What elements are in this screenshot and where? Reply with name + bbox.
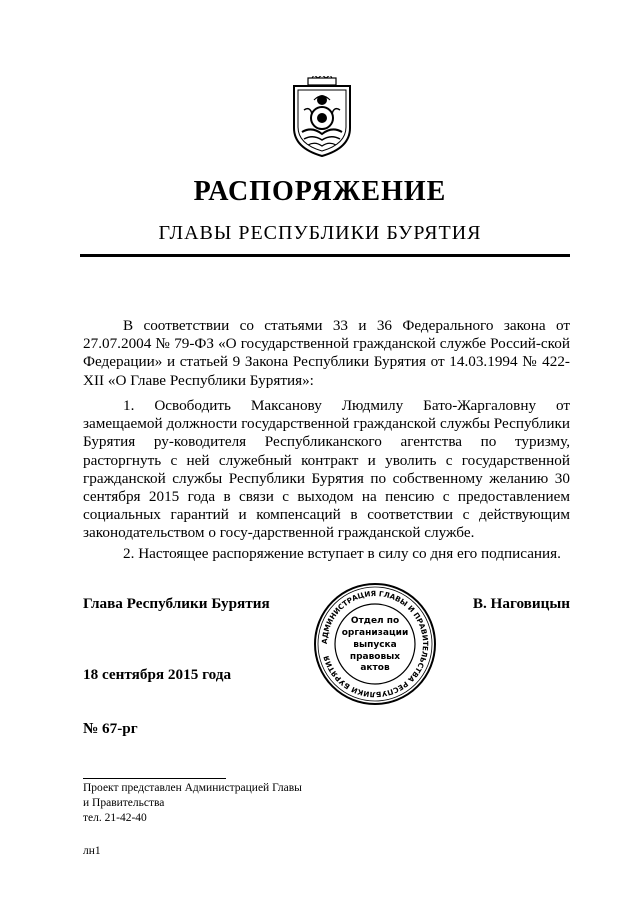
clause-1-paragraph: 1. Освободить Максанову Людмилу Бато-Жаргаловну от замещаемой должности государственной гражданской службы Республики Бурятия ру-ководителя Республиканского агентства по туризму, расторгнуть с ней служебный контракт и уволить с государственной гражданской службы Республики Бурятия по собственному желанию 30 сентября 2015 года в связи с выходом на пенсию с предоставлением социальных гарантий и компенсаций в соответствии с действующим законодательством о госу-дарственной гражданской службе. <box>83 397 570 542</box>
document-subtitle: ГЛАВЫ РЕСПУБЛИКИ БУРЯТИЯ <box>158 222 482 244</box>
preamble-paragraph: В соответствии со статьями 33 и 36 Федерального закона от 27.07.2004 № 79-ФЗ «О государственной гражданской службе Россий-ской Федерации» и статьей 9 Закона Республики Бурятия от 14.03.1994 № 422-XII «О Главе Республики Бурятия»: <box>83 317 570 389</box>
footer-line-1: Проект представлен Администрацией Главы <box>83 782 302 794</box>
header-divider <box>80 254 570 257</box>
footer-line-2: и Правительства <box>83 797 165 809</box>
signatory-position: Глава Республики Бурятия <box>83 595 270 612</box>
coat-of-arms-icon <box>290 76 354 160</box>
stamp-line-2: организации <box>341 628 409 638</box>
signatory-name: В. Наговицын <box>472 595 570 612</box>
official-stamp <box>313 582 437 706</box>
footer-code: лн1 <box>83 845 101 857</box>
footer-divider <box>83 778 226 779</box>
document-number: № 67-рг <box>83 720 138 737</box>
stamp-line-1: Отдел по <box>350 616 400 626</box>
document-title: РАСПОРЯЖЕНИЕ <box>193 176 447 207</box>
stamp-ring-text: АДМИНИСТРАЦИЯ ГЛАВЫ И ПРАВИТЕЛЬСТВА РЕСПУБЛИКИ БУРЯТИЯ <box>319 588 431 700</box>
footer-phone: тел. 21-42-40 <box>83 812 147 824</box>
clause-2-paragraph: 2. Настоящее распоряжение вступает в силу со дня его подписания. <box>123 545 561 562</box>
stamp-line-5: актов <box>360 663 390 673</box>
stamp-line-4: правовых <box>349 652 401 662</box>
signing-date: 18 сентября 2015 года <box>83 666 232 683</box>
stamp-line-3: выпуска <box>353 640 397 650</box>
